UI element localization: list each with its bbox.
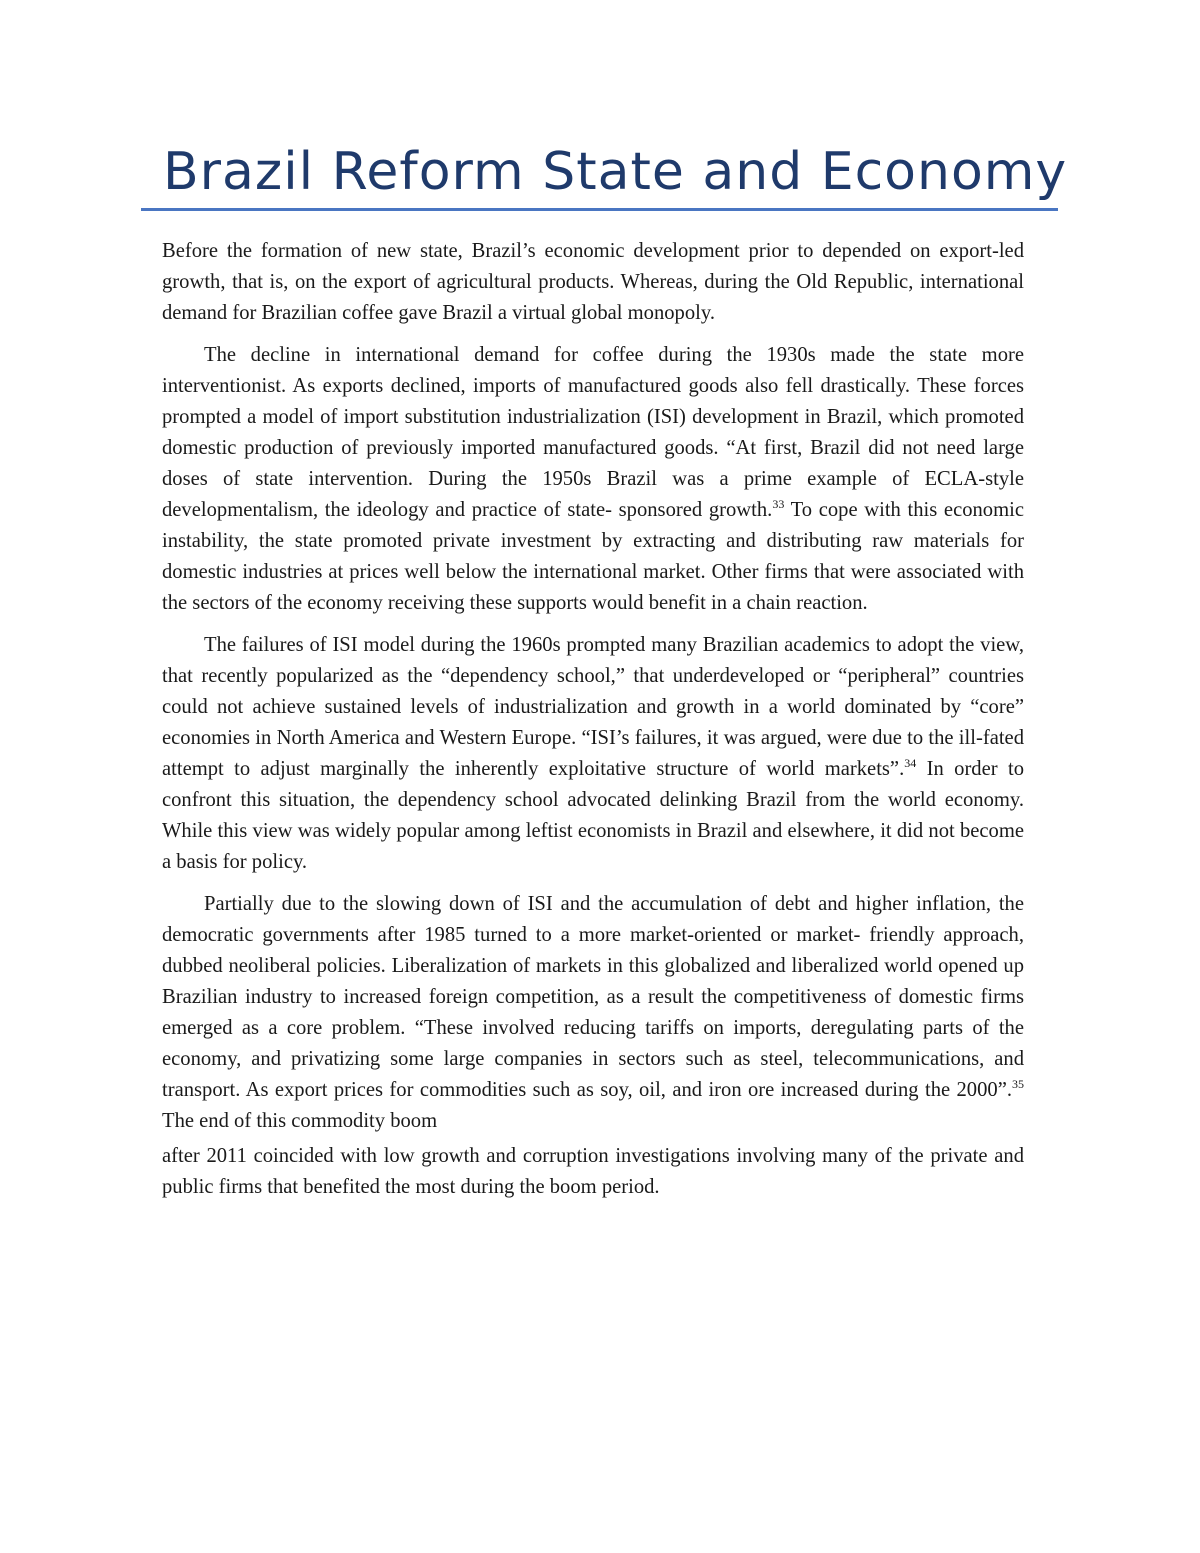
paragraph-commodity-boom bbox=[162, 1141, 1024, 1203]
paragraph-text: The end of this commodity boom bbox=[162, 1110, 438, 1132]
paragraph-text: Before the formation of new state, Brazil’s economic development prior to depended on export-led growth, that is, on the export of agricultural products. Whereas, during the Old Republic, international demand for Brazilian coffee gave Brazil a virtual global monopoly. bbox=[162, 240, 1024, 324]
document-body bbox=[162, 236, 1024, 1214]
document-title: Brazil Reform State and Economy bbox=[163, 142, 1068, 202]
paragraph-neoliberal bbox=[162, 889, 1024, 1137]
paragraph-isi-failures bbox=[162, 630, 1024, 878]
footnote-ref[interactable]: 35 bbox=[1012, 1077, 1024, 1091]
paragraph-text: The failures of ISI model during the 1960s prompted many Brazilian academics to adopt the view, that recently popularized as the “dependency school,” that underdeveloped or “peripheral” countries could not achieve sustained levels of industrialization and growth in a world dominated by “core” economies in North America and Western Europe. “ISI’s failures, it was argued, were due to the ill-fated attempt to adjust marginally the inherently exploitative structure of world markets”. bbox=[162, 634, 1024, 780]
paragraph-intro bbox=[162, 236, 1024, 329]
footnote-ref[interactable]: 33 bbox=[772, 497, 785, 511]
title-underline bbox=[141, 208, 1058, 211]
paragraph-text: To cope with this economic instability, the state promoted private investment by extracting and distributing raw materials for domestic industries at prices well below the international market. Other firms that were associated with the sectors of the economy receiving these supports would benefit in a chain reaction. bbox=[162, 499, 1024, 614]
paragraph-text: after 2011 coincided with low growth and corruption investigations involving many of the private and public firms that benefited the most during the boom period. bbox=[162, 1145, 1024, 1198]
paragraph-coffee-decline bbox=[162, 340, 1024, 619]
footnote-ref[interactable]: 34 bbox=[904, 756, 917, 770]
paragraph-text: The decline in international demand for coffee during the 1930s made the state more interventionist. As exports declined, imports of manufactured goods also fell drastically. These forces prompted a model of import substitution industrialization (ISI) development in Brazil, which promoted domestic production of previously imported manufactured goods. “At first, Brazil did not need large doses of state intervention. During the 1950s Brazil was a prime example of ECLA-style developmentalism, the ideology and practice of state- sponsored growth. bbox=[162, 344, 1024, 521]
paragraph-text: In order to confront this situation, the dependency school advocated delinking Brazil from the world economy. While this view was widely popular among leftist economists in Brazil and elsewhere, it did not become a basis for policy. bbox=[162, 758, 1025, 873]
paragraph-text: Partially due to the slowing down of ISI and the accumulation of debt and higher inflation, the democratic governments after 1985 turned to a more market-oriented or market- friendly approach, dubbed neoliberal policies. Liberalization of markets in this globalized and liberalized world opened up Brazilian industry to increased foreign competition, as a result the competitiveness of domestic firms emerged as a core problem. “These involved reducing tariffs on imports, deregulating parts of the economy, and privatizing some large companies in sectors such as steel, telecommunications, and transport. As export prices for commodities such as soy, oil, and iron ore increased during the 2000”. bbox=[162, 893, 1024, 1101]
